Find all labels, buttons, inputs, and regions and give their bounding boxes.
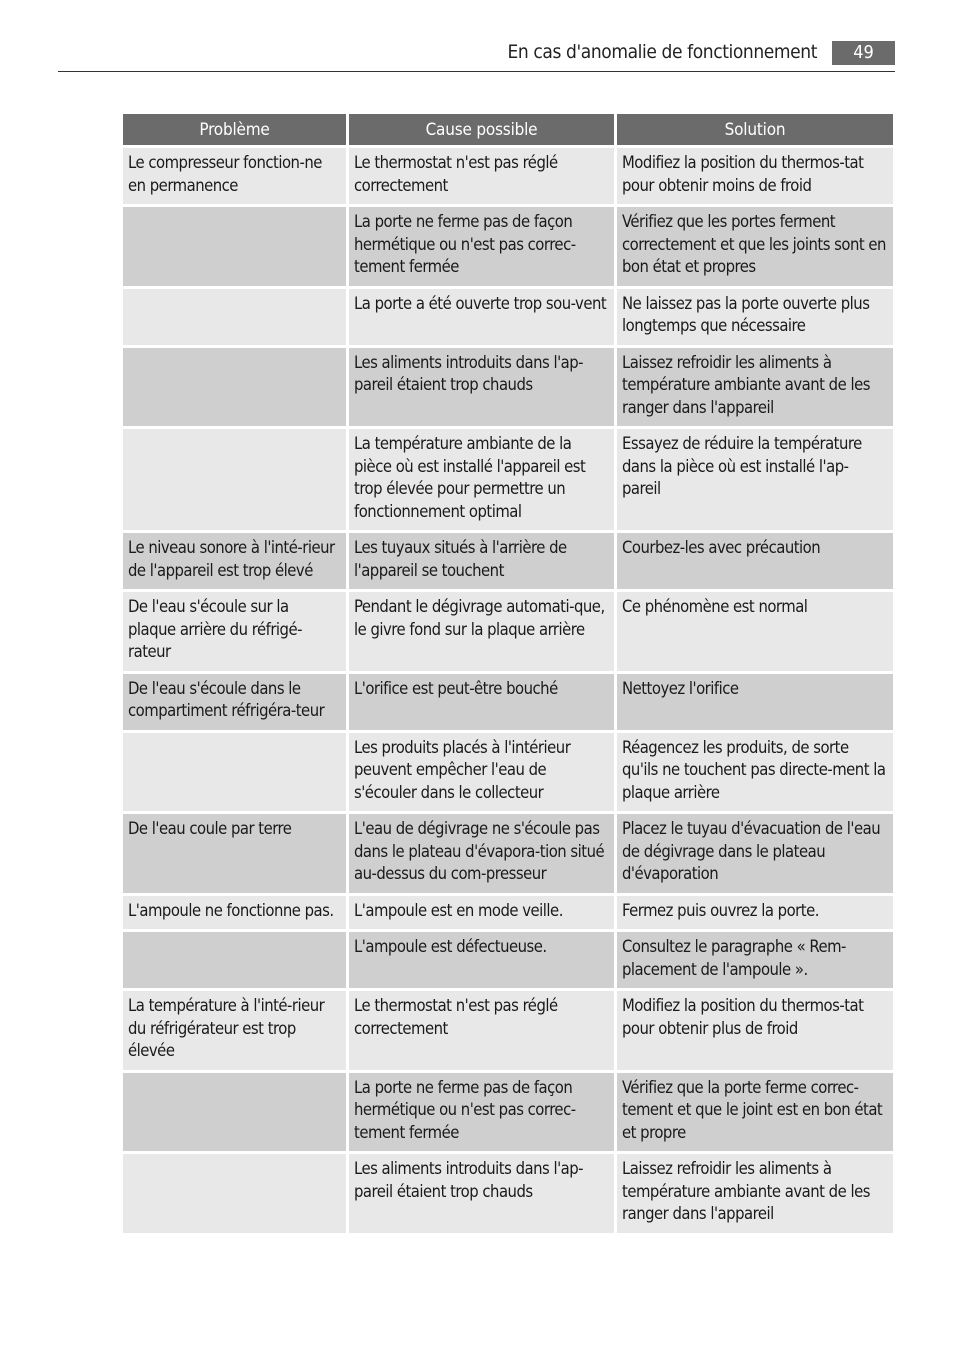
problem-cell: L'ampoule ne fonctionne pas.	[123, 896, 346, 930]
problem-cell: Le niveau sonore à l'inté-rieur de l'appareil est trop élevé	[123, 533, 346, 589]
table-row	[123, 592, 893, 671]
cause-cell: Le thermostat n'est pas réglé correctement	[349, 148, 614, 204]
cause-cell: L'eau de dégivrage ne s'écoule pas dans le plateau d'évapora-tion situé au-dessus du com-presseur	[349, 814, 614, 893]
column-header-solution: Solution	[617, 114, 893, 145]
solution-cell: Ce phénomène est normal	[617, 592, 893, 671]
solution-cell: Courbez-les avec précaution	[617, 533, 893, 589]
problem-cell	[123, 348, 346, 427]
problem-cell	[123, 207, 346, 286]
cause-cell: Les tuyaux situés à l'arrière de l'appareil se touchent	[349, 533, 614, 589]
table-row	[123, 991, 893, 1070]
solution-cell: Réagencez les produits, de sorte qu'ils ne touchent pas directe-ment la plaque arrière	[617, 733, 893, 812]
solution-cell: Modifiez la position du thermos-tat pour obtenir moins de froid	[617, 148, 893, 204]
cause-cell: Les aliments introduits dans l'ap-pareil étaient trop chauds	[349, 348, 614, 427]
column-header-cause: Cause possible	[349, 114, 614, 145]
table-row	[123, 896, 893, 930]
cause-cell: La porte ne ferme pas de façon hermétique ou n'est pas correc-tement fermée	[349, 1073, 614, 1152]
cause-cell: Les produits placés à l'intérieur peuvent empêcher l'eau de s'écouler dans le collecteur	[349, 733, 614, 812]
table-row	[123, 1073, 893, 1152]
problem-cell	[123, 932, 346, 988]
problem-cell	[123, 429, 346, 530]
cause-cell: La température ambiante de la pièce où est installé l'appareil est trop élevée pour permettre un fonctionnement optimal	[349, 429, 614, 530]
table-header-row	[123, 114, 893, 145]
cause-cell: L'orifice est peut-être bouché	[349, 674, 614, 730]
column-header-problem: Problème	[123, 114, 346, 145]
table-row	[123, 348, 893, 427]
problem-cell: De l'eau s'écoule sur la plaque arrière du réfrigé-rateur	[123, 592, 346, 671]
page-header	[58, 38, 895, 72]
solution-cell: Essayez de réduire la température dans la pièce où est installé l'ap-pareil	[617, 429, 893, 530]
cause-cell: Les aliments introduits dans l'ap-pareil étaient trop chauds	[349, 1154, 614, 1233]
table-row	[123, 148, 893, 204]
troubleshooting-table	[120, 111, 896, 1236]
cause-cell: L'ampoule est défectueuse.	[349, 932, 614, 988]
solution-cell: Consultez le paragraphe « Rem-placement de l'ampoule ».	[617, 932, 893, 988]
solution-cell: Ne laissez pas la porte ouverte plus longtemps que nécessaire	[617, 289, 893, 345]
table-row	[123, 733, 893, 812]
table-row	[123, 814, 893, 893]
problem-cell	[123, 733, 346, 812]
problem-cell: De l'eau coule par terre	[123, 814, 346, 893]
problem-cell: La température à l'inté-rieur du réfrigérateur est trop élevée	[123, 991, 346, 1070]
table-row	[123, 207, 893, 286]
table-row	[123, 533, 893, 589]
problem-cell	[123, 1073, 346, 1152]
solution-cell: Nettoyez l'orifice	[617, 674, 893, 730]
solution-cell: Laissez refroidir les aliments à température ambiante avant de les ranger dans l'appareil	[617, 1154, 893, 1233]
cause-cell: La porte a été ouverte trop sou-vent	[349, 289, 614, 345]
table-row	[123, 289, 893, 345]
table-row	[123, 674, 893, 730]
table-row	[123, 1154, 893, 1233]
table-row	[123, 429, 893, 530]
problem-cell	[123, 1154, 346, 1233]
table-row	[123, 932, 893, 988]
solution-cell: Vérifiez que la porte ferme correc-tement et que le joint est en bon état et propre	[617, 1073, 893, 1152]
cause-cell: La porte ne ferme pas de façon hermétique ou n'est pas correc-tement fermée	[349, 207, 614, 286]
problem-cell: Le compresseur fonction-ne en permanence	[123, 148, 346, 204]
problem-cell	[123, 289, 346, 345]
cause-cell: Pendant le dégivrage automati-que, le givre fond sur la plaque arrière	[349, 592, 614, 671]
solution-cell: Vérifiez que les portes ferment correctement et que les joints sont en bon état et propres	[617, 207, 893, 286]
solution-cell: Modifiez la position du thermos-tat pour obtenir plus de froid	[617, 991, 893, 1070]
page-number: 49	[832, 41, 895, 65]
problem-cell: De l'eau s'écoule dans le compartiment réfrigéra-teur	[123, 674, 346, 730]
solution-cell: Fermez puis ouvrez la porte.	[617, 896, 893, 930]
cause-cell: Le thermostat n'est pas réglé correctement	[349, 991, 614, 1070]
cause-cell: L'ampoule est en mode veille.	[349, 896, 614, 930]
section-title: En cas d'anomalie de fonctionnement	[507, 41, 817, 63]
solution-cell: Placez le tuyau d'évacuation de l'eau de dégivrage dans le plateau d'évaporation	[617, 814, 893, 893]
solution-cell: Laissez refroidir les aliments à température ambiante avant de les ranger dans l'appareil	[617, 348, 893, 427]
